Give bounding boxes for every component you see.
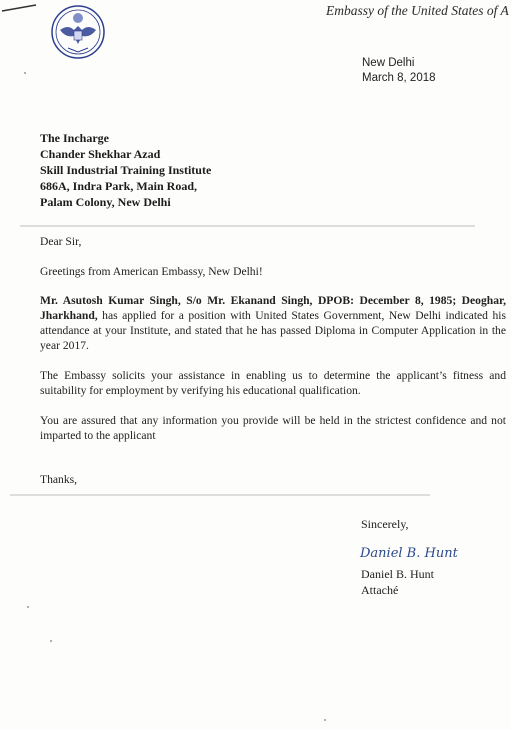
pen-mark <box>0 2 40 14</box>
recipient-address <box>40 130 211 210</box>
scan-speck <box>324 719 326 721</box>
recipient-line: Palam Colony, New Delhi <box>40 195 171 209</box>
thanks-line: Thanks, <box>40 473 78 486</box>
applicant-details: Mr. Asutosh Kumar Singh, S/o Mr. Ekanand Singh, DPOB: December 8, 1985; Deoghar, Jharkhand, <box>40 294 506 322</box>
letter-date: March 8, 2018 <box>362 72 436 84</box>
applicant-paragraph-rest: has applied for a position with United States Government, New Delhi indicated his attendance at your Institute, and stated that he has passed Diploma in Computer Application in the year 2017. <box>40 309 506 352</box>
recipient-line: 686A, Indra Park, Main Road, <box>40 179 198 193</box>
scan-speck <box>24 72 26 74</box>
scan-speck <box>50 640 52 642</box>
signer-title: Attaché <box>361 583 399 597</box>
salutation: Dear Sir, <box>40 235 82 248</box>
signer-block <box>361 566 434 598</box>
handwritten-signature: Daniel B. Hunt <box>360 546 458 561</box>
signoff: Sincerely, <box>361 517 409 531</box>
recipient-line: Chander Shekhar Azad <box>40 147 161 161</box>
recipient-line: Skill Industrial Training Institute <box>40 163 212 177</box>
greeting: Greetings from American Embassy, New Delhi! <box>40 265 263 278</box>
scan-artifact <box>20 225 475 227</box>
confidentiality-paragraph: You are assured that any information you provide will be held in the strictest confidence and not imparted to the applicant <box>40 414 506 442</box>
scan-speck <box>27 606 29 608</box>
place-and-date <box>362 56 436 86</box>
scan-artifact <box>10 494 430 496</box>
letter-place: New Delhi <box>362 57 415 69</box>
embassy-letterhead-title: Embassy of the United States of A <box>326 3 509 18</box>
signer-name: Daniel B. Hunt <box>361 567 434 581</box>
applicant-paragraph <box>40 293 506 353</box>
embassy-seal-icon <box>50 4 106 60</box>
request-paragraph: The Embassy solicits your assistance in enabling us to determine the applicant’s fitness and suitability for employment by verifying his educational qualification. <box>40 369 506 397</box>
recipient-line: The Incharge <box>40 131 109 145</box>
